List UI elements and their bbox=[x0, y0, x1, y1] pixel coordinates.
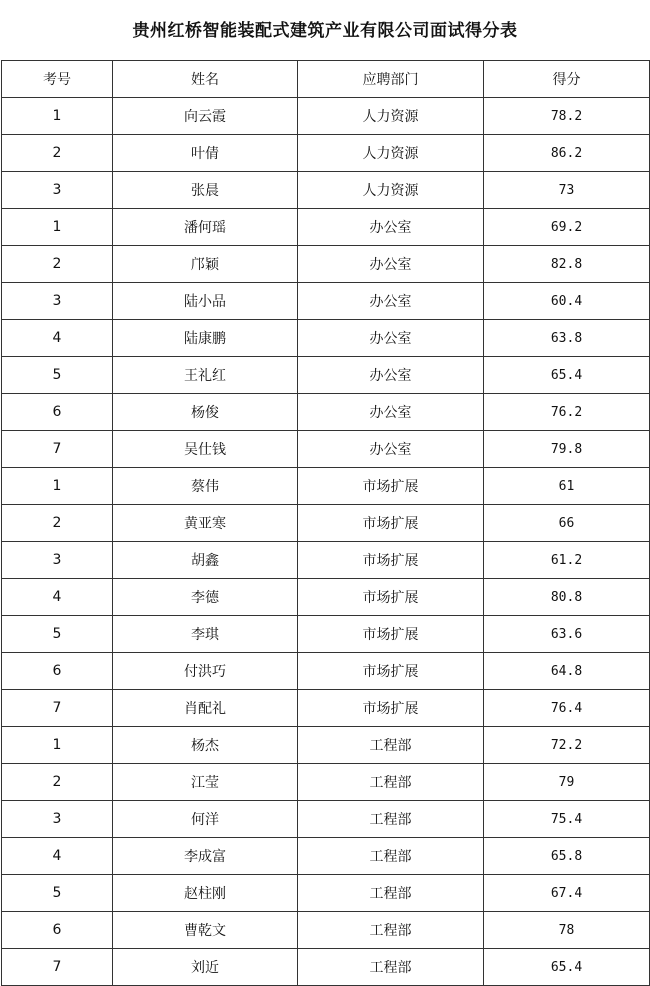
name-cell: 陆小品 bbox=[113, 283, 298, 320]
table-row bbox=[2, 690, 650, 727]
score-cell: 60.4 bbox=[484, 283, 650, 320]
score-cell: 65.8 bbox=[484, 838, 650, 875]
score-cell: 64.8 bbox=[484, 653, 650, 690]
score-cell: 65.4 bbox=[484, 357, 650, 394]
score-cell: 67.4 bbox=[484, 875, 650, 912]
table-row bbox=[2, 320, 650, 357]
score-cell: 63.6 bbox=[484, 616, 650, 653]
exam-number-cell: 1 bbox=[2, 98, 113, 135]
department-cell: 工程部 bbox=[298, 727, 484, 764]
score-table bbox=[1, 60, 650, 986]
exam-number-cell: 5 bbox=[2, 875, 113, 912]
table-row bbox=[2, 838, 650, 875]
exam-number-cell: 3 bbox=[2, 542, 113, 579]
department-cell: 工程部 bbox=[298, 801, 484, 838]
name-cell: 叶倩 bbox=[113, 135, 298, 172]
department-cell: 工程部 bbox=[298, 949, 484, 986]
page-title: 贵州红桥智能装配式建筑产业有限公司面试得分表 bbox=[132, 21, 518, 41]
name-cell: 向云霞 bbox=[113, 98, 298, 135]
exam-number-cell: 3 bbox=[2, 283, 113, 320]
score-cell: 76.2 bbox=[484, 394, 650, 431]
department-cell: 办公室 bbox=[298, 320, 484, 357]
table-row bbox=[2, 357, 650, 394]
name-cell: 付洪巧 bbox=[113, 653, 298, 690]
name-cell: 王礼红 bbox=[113, 357, 298, 394]
department-cell: 市场扩展 bbox=[298, 505, 484, 542]
department-cell: 工程部 bbox=[298, 764, 484, 801]
department-cell: 办公室 bbox=[298, 283, 484, 320]
exam-number-cell: 4 bbox=[2, 320, 113, 357]
table-body bbox=[2, 98, 650, 986]
column-header-score: 得分 bbox=[484, 61, 650, 98]
table-row bbox=[2, 727, 650, 764]
table-row bbox=[2, 172, 650, 209]
table-row bbox=[2, 209, 650, 246]
name-cell: 李德 bbox=[113, 579, 298, 616]
table-row bbox=[2, 764, 650, 801]
score-cell: 78.2 bbox=[484, 98, 650, 135]
exam-number-cell: 6 bbox=[2, 394, 113, 431]
score-cell: 78 bbox=[484, 912, 650, 949]
exam-number-cell: 7 bbox=[2, 690, 113, 727]
department-cell: 人力资源 bbox=[298, 98, 484, 135]
department-cell: 市场扩展 bbox=[298, 579, 484, 616]
score-cell: 79 bbox=[484, 764, 650, 801]
department-cell: 人力资源 bbox=[298, 135, 484, 172]
score-cell: 61 bbox=[484, 468, 650, 505]
exam-number-cell: 2 bbox=[2, 505, 113, 542]
department-cell: 办公室 bbox=[298, 209, 484, 246]
department-cell: 办公室 bbox=[298, 357, 484, 394]
department-cell: 人力资源 bbox=[298, 172, 484, 209]
score-cell: 76.4 bbox=[484, 690, 650, 727]
exam-number-cell: 2 bbox=[2, 135, 113, 172]
department-cell: 工程部 bbox=[298, 838, 484, 875]
table-row bbox=[2, 912, 650, 949]
name-cell: 邝颖 bbox=[113, 246, 298, 283]
table-row bbox=[2, 801, 650, 838]
exam-number-cell: 5 bbox=[2, 357, 113, 394]
exam-number-cell: 3 bbox=[2, 801, 113, 838]
table-row bbox=[2, 468, 650, 505]
name-cell: 张晨 bbox=[113, 172, 298, 209]
score-cell: 66 bbox=[484, 505, 650, 542]
score-cell: 75.4 bbox=[484, 801, 650, 838]
table-row bbox=[2, 949, 650, 986]
table-row bbox=[2, 394, 650, 431]
department-cell: 工程部 bbox=[298, 875, 484, 912]
name-cell: 吴仕钱 bbox=[113, 431, 298, 468]
name-cell: 李琪 bbox=[113, 616, 298, 653]
department-cell: 市场扩展 bbox=[298, 468, 484, 505]
department-cell: 工程部 bbox=[298, 912, 484, 949]
exam-number-cell: 1 bbox=[2, 468, 113, 505]
score-cell: 69.2 bbox=[484, 209, 650, 246]
column-header-name: 姓名 bbox=[113, 61, 298, 98]
exam-number-cell: 2 bbox=[2, 764, 113, 801]
name-cell: 黄亚寒 bbox=[113, 505, 298, 542]
exam-number-cell: 6 bbox=[2, 653, 113, 690]
department-cell: 市场扩展 bbox=[298, 653, 484, 690]
department-cell: 市场扩展 bbox=[298, 616, 484, 653]
name-cell: 潘何瑶 bbox=[113, 209, 298, 246]
name-cell: 李成富 bbox=[113, 838, 298, 875]
column-header-exam-number: 考号 bbox=[2, 61, 113, 98]
exam-number-cell: 4 bbox=[2, 579, 113, 616]
exam-number-cell: 4 bbox=[2, 838, 113, 875]
table-row bbox=[2, 246, 650, 283]
score-cell: 63.8 bbox=[484, 320, 650, 357]
name-cell: 曹乾文 bbox=[113, 912, 298, 949]
column-header-department: 应聘部门 bbox=[298, 61, 484, 98]
exam-number-cell: 5 bbox=[2, 616, 113, 653]
table-row bbox=[2, 505, 650, 542]
table-header-row bbox=[2, 61, 650, 98]
table-row bbox=[2, 875, 650, 912]
score-cell: 80.8 bbox=[484, 579, 650, 616]
table-row bbox=[2, 542, 650, 579]
exam-number-cell: 7 bbox=[2, 949, 113, 986]
exam-number-cell: 6 bbox=[2, 912, 113, 949]
table-row bbox=[2, 616, 650, 653]
name-cell: 肖配礼 bbox=[113, 690, 298, 727]
name-cell: 江莹 bbox=[113, 764, 298, 801]
table-row bbox=[2, 653, 650, 690]
score-cell: 61.2 bbox=[484, 542, 650, 579]
exam-number-cell: 7 bbox=[2, 431, 113, 468]
score-cell: 79.8 bbox=[484, 431, 650, 468]
table-row bbox=[2, 283, 650, 320]
exam-number-cell: 1 bbox=[2, 727, 113, 764]
score-cell: 86.2 bbox=[484, 135, 650, 172]
department-cell: 市场扩展 bbox=[298, 690, 484, 727]
name-cell: 杨俊 bbox=[113, 394, 298, 431]
name-cell: 杨杰 bbox=[113, 727, 298, 764]
table-row bbox=[2, 579, 650, 616]
name-cell: 何洋 bbox=[113, 801, 298, 838]
name-cell: 陆康鹏 bbox=[113, 320, 298, 357]
exam-number-cell: 3 bbox=[2, 172, 113, 209]
department-cell: 办公室 bbox=[298, 394, 484, 431]
table-row bbox=[2, 431, 650, 468]
name-cell: 刘近 bbox=[113, 949, 298, 986]
score-cell: 73 bbox=[484, 172, 650, 209]
name-cell: 胡鑫 bbox=[113, 542, 298, 579]
name-cell: 蔡伟 bbox=[113, 468, 298, 505]
table-row bbox=[2, 98, 650, 135]
department-cell: 办公室 bbox=[298, 246, 484, 283]
exam-number-cell: 1 bbox=[2, 209, 113, 246]
name-cell: 赵柱刚 bbox=[113, 875, 298, 912]
department-cell: 市场扩展 bbox=[298, 542, 484, 579]
exam-number-cell: 2 bbox=[2, 246, 113, 283]
score-cell: 65.4 bbox=[484, 949, 650, 986]
department-cell: 办公室 bbox=[298, 431, 484, 468]
table-row bbox=[2, 135, 650, 172]
score-cell: 72.2 bbox=[484, 727, 650, 764]
score-cell: 82.8 bbox=[484, 246, 650, 283]
